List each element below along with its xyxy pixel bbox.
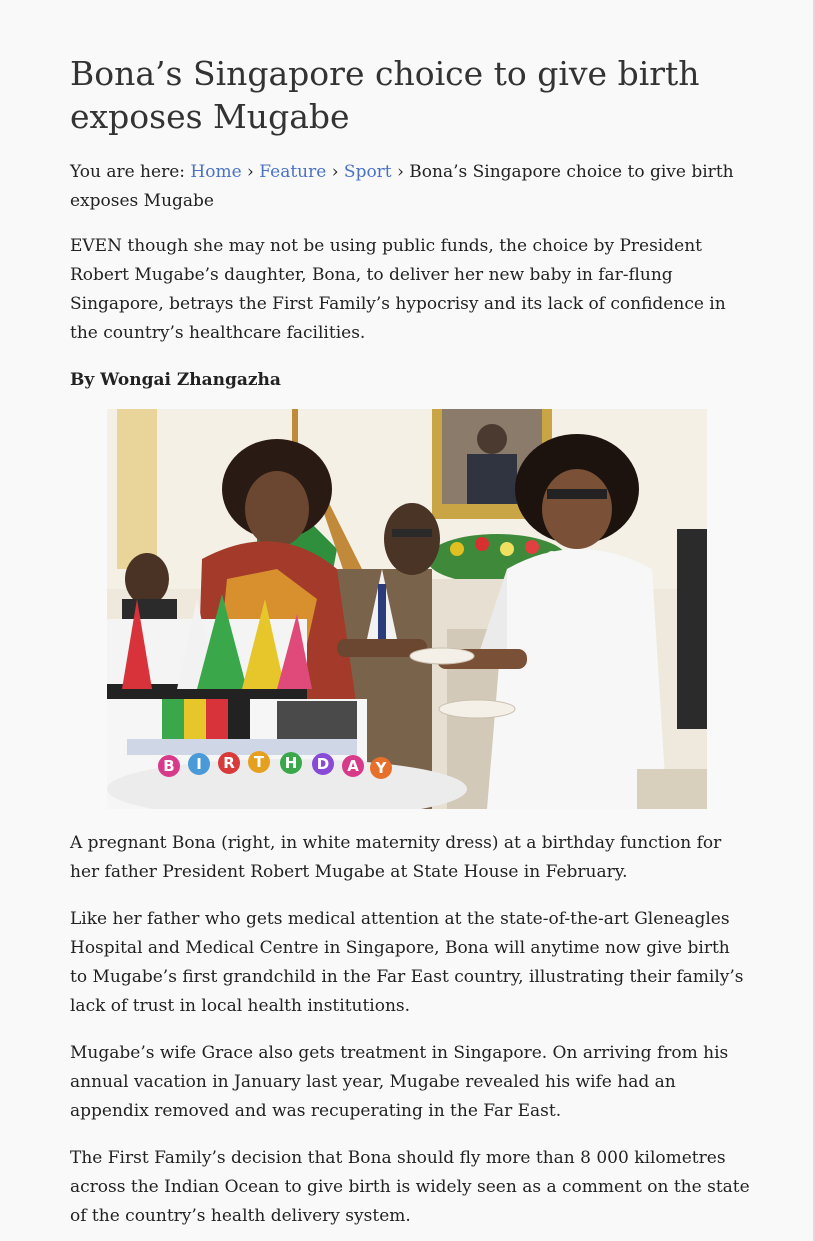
article-paragraph: Mugabe’s wife Grace also gets treatment in Singapore. On arriving from his annual vacation in January last year, Mugabe revealed his wife had an appendix removed and was recuperating in the Far East. (70, 1043, 729, 1121)
breadcrumb-separator: › (397, 162, 404, 182)
article-paragraph: Like her father who gets medical attention at the state-of-the-art Gleneagles Hospital and Medical Centre in Singapore, Bona will anytime now give birth to Mugabe’s first grandchild in the Far East country, illustrating their family’s lack of trust in local health institutions. (70, 909, 744, 1016)
article-lead: EVEN though she may not be using public funds, the choice by President Robert Mugabe’s daughter, Bona, to deliver her new baby in far-flung Singapore, betrays the First Family’s hypocrisy and its lack of confidence in the country’s healthcare facilities. (70, 236, 726, 343)
article (70, 52, 750, 1231)
article-photo (107, 409, 707, 809)
breadcrumb-home-link[interactable]: Home (190, 162, 242, 182)
article-paragraph: The First Family’s decision that Bona should fly more than 8 000 kilometres across the Indian Ocean to give birth is widely seen as a comment on the state of the country’s health delivery system. (70, 1148, 750, 1226)
article-byline: By Wongai Zhangazha (70, 370, 281, 390)
breadcrumb-separator: › (247, 162, 254, 182)
breadcrumb-sport-link[interactable]: Sport (343, 162, 392, 182)
cake-letter: H (284, 754, 298, 772)
cake-letter: T (253, 753, 265, 771)
birthday-photo-illustration (107, 409, 707, 809)
breadcrumb-separator: › (331, 162, 339, 182)
cake-letter: B (163, 757, 175, 775)
photo-caption: A pregnant Bona (right, in white maternity dress) at a birthday function for her father President Robert Mugabe at State House in February. (70, 833, 722, 882)
cake-letter: D (316, 755, 330, 773)
cake-letter: R (223, 754, 235, 772)
breadcrumb-feature-link[interactable]: Feature (259, 162, 327, 182)
breadcrumb-prefix: You are here: (70, 162, 185, 182)
breadcrumb-current: Bona’s Singapore choice to give birth exposes Mugabe (70, 162, 734, 211)
article-title: Bona’s Singapore choice to give birth exposes Mugabe (70, 54, 700, 136)
cake-letter: I (196, 755, 202, 773)
breadcrumb (70, 158, 750, 216)
cake-letter: A (347, 757, 359, 775)
cake-letter: Y (375, 759, 387, 777)
